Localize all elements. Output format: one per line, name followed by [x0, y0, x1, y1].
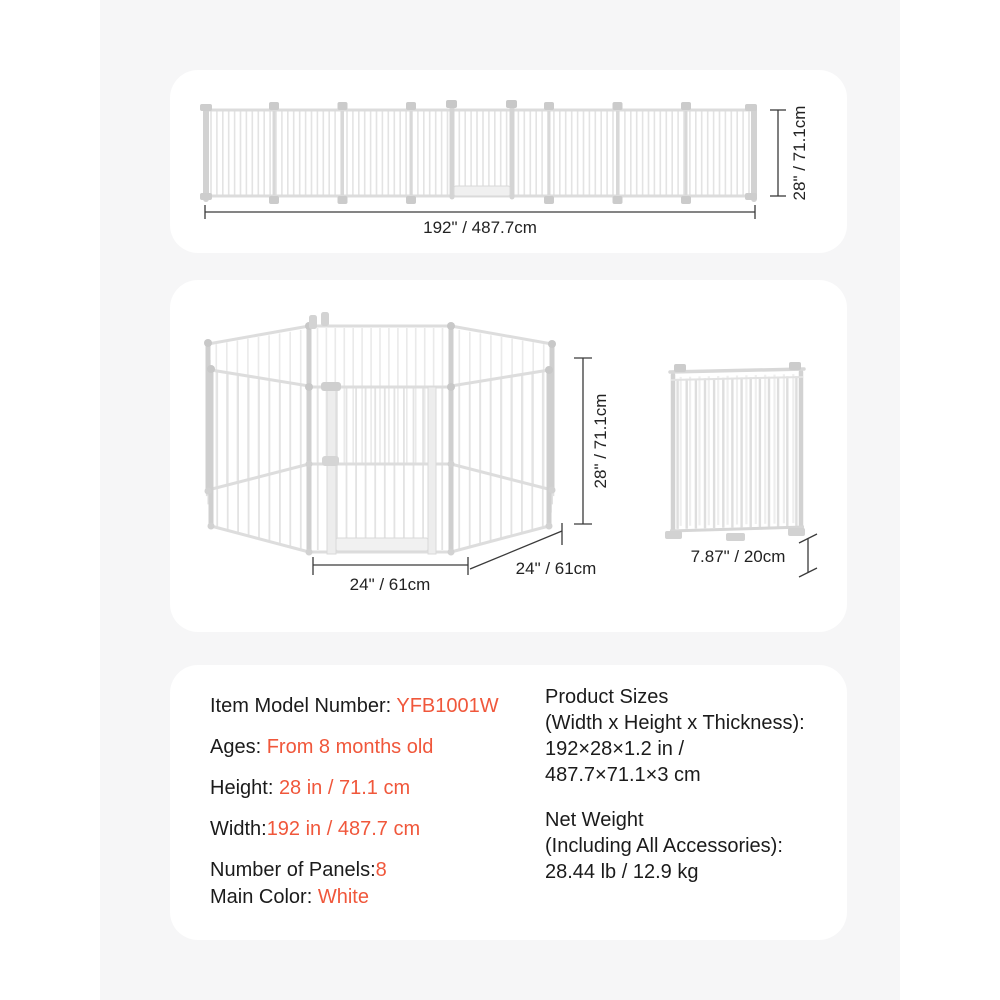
spec-label: Number of Panels:: [210, 859, 376, 881]
spec-label: Ages:: [210, 736, 267, 758]
spec-heading: Product Sizes: [545, 686, 669, 708]
spec-main-color: [210, 887, 499, 907]
spec-value: 192 in / 487.7 cm: [266, 818, 421, 840]
folded-stack-back-bars: [681, 374, 794, 526]
gate-height-dimension-label: 28" / 71.1cm: [790, 105, 809, 201]
pen-height-label: 28" / 71.1cm: [591, 393, 610, 489]
spec-label: Width:: [210, 818, 267, 840]
playpen-card: [170, 280, 847, 632]
spec-net-weight: [545, 807, 805, 885]
flat-gate-diagram: [170, 70, 847, 253]
pen-height-dimension-line: [574, 358, 592, 524]
pen-side-width-label: 24" / 61cm: [515, 559, 597, 578]
stack-width-label: 7.87" / 20cm: [690, 547, 786, 566]
pen-front-left-panel-bars: [217, 372, 301, 549]
spec-value: 487.7×71.1×3 cm: [545, 764, 701, 786]
pen-front-width-label: 24" / 61cm: [349, 575, 431, 594]
spec-label: Height:: [210, 777, 279, 799]
spec-label: Main Color:: [210, 886, 318, 908]
playpen-diagram: [170, 280, 847, 632]
gate-bars: [211, 111, 749, 195]
spec-ages: [210, 737, 499, 757]
spec-height: [210, 778, 499, 798]
stack-thickness-dimension-line: [799, 534, 817, 577]
gate-height-dimension-line: [770, 110, 786, 196]
spec-value: 28.44 lb / 12.9 kg: [545, 861, 699, 883]
spec-list-right: [545, 684, 805, 885]
pen-front-width-dimension-line: [313, 557, 468, 575]
spec-heading: Net Weight: [545, 809, 644, 831]
gate-width-dimension-label: 192" / 487.7cm: [423, 218, 537, 237]
spec-value: White: [317, 886, 369, 908]
spec-value: From 8 months old: [266, 736, 434, 758]
spec-product-sizes: [545, 684, 805, 788]
spec-width: [210, 819, 499, 839]
spec-heading: (Including All Accessories):: [545, 835, 783, 857]
pen-front-right-panel-bars: [459, 372, 543, 549]
spec-item-model: [210, 696, 499, 716]
spec-heading: (Width x Height x Thickness):: [545, 712, 805, 734]
spec-value: 8: [375, 859, 387, 881]
spec-list-left: [210, 696, 499, 907]
gate-width-dimension-line: [205, 205, 755, 219]
spec-value: 28 in / 71.1 cm: [278, 777, 411, 799]
spec-value: YFB1001W: [396, 695, 499, 717]
specifications-card: [170, 665, 847, 940]
spec-label: Item Model Number:: [210, 695, 397, 717]
spec-panel-count: [210, 860, 499, 880]
spec-value: 192×28×1.2 in /: [545, 738, 685, 760]
flat-gate-panel-card: [170, 70, 847, 253]
pen-front-door: [321, 382, 436, 554]
